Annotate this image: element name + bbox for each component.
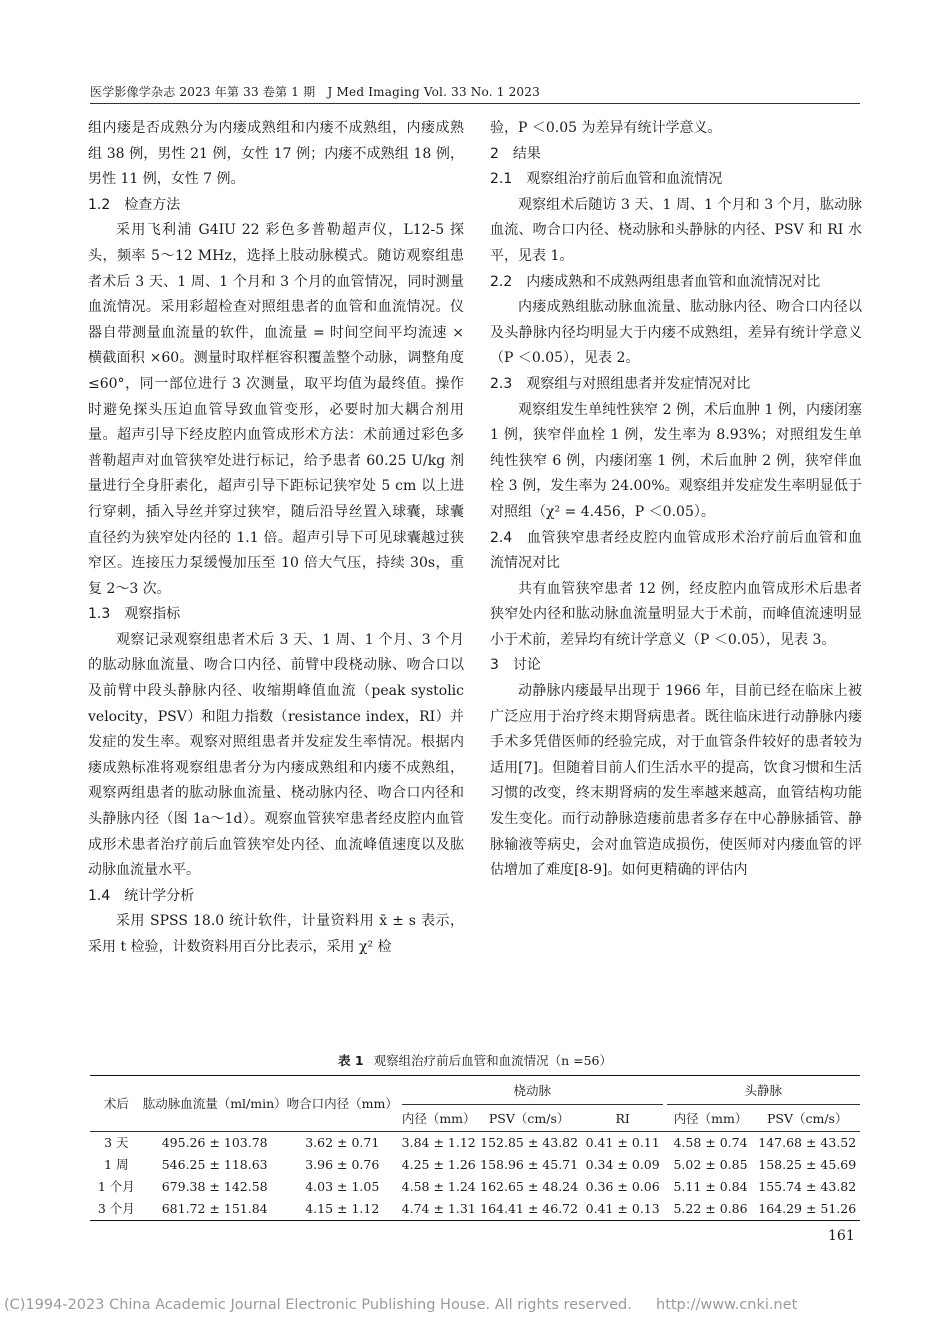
section-title: 观察组与对照组患者并发症情况对比 [526, 375, 751, 392]
section-title: 讨论 [512, 657, 541, 674]
section-number: 2.3 [490, 375, 513, 392]
body-paragraph: 观察记录观察组患者术后 3 天、1 周、1 个月、3 个月的肱动脉血流量、吻合口内径、前臂中段桡动脉、吻合口以及前臂中段头静脉内径、收缩期峰值血流（peak systolic velocity，PSV）和阻力指数（resistance index，RI）并发症的发生率。观察对照组患者并发症发生率情况。根据内瘘成熟标准将观察组患者分为内瘘成熟组和内瘘不成熟组，观察两组患者的肱动脉血流量、桡动脉内径、吻合口内径和头静脉内径（图 1a～1d）。观察血管狭窄患者经皮腔内血管成形术患者治疗前后血管狭窄处内径、血流峰值速度以及肱动脉血流量水平。 [88, 631, 464, 879]
cell-radial-diameter: 4.25 ± 1.26 [401, 1157, 476, 1172]
cell-anastomosis: 3.62 ± 0.71 [305, 1135, 380, 1150]
cell-radial-diameter: 4.74 ± 1.31 [402, 1198, 476, 1221]
cell-radial-psv: 152.85 ± 43.82 [480, 1135, 579, 1150]
cell-cephalic-psv: 158.25 ± 45.69 [758, 1157, 857, 1172]
group-header-cephalic-vein: 头静脉 [667, 1076, 860, 1105]
cell-radial-ri: 0.41 ± 0.11 [585, 1135, 660, 1150]
left-column [88, 116, 464, 961]
section-title: 观察组治疗前后血管和血流情况 [526, 171, 723, 188]
body-paragraph: 共有血管狭窄患者 12 例，经皮腔内血管成形术后患者狭窄处内径和肱动脉血流量明显大于术前，而峰值流速明显小于术前，差异均有统计学意义（P ＜0.05），见表 3。 [490, 580, 862, 648]
cell-radial-diameter: 3.84 ± 1.12 [401, 1135, 476, 1150]
section-title: 内瘘成熟和不成熟两组患者血管和血流情况对比 [526, 273, 821, 290]
cell-radial-ri: 0.34 ± 0.09 [585, 1157, 660, 1172]
table-row [90, 1176, 860, 1198]
col-header-cephalic-diameter: 内径（mm） [667, 1105, 755, 1132]
cell-cephalic-psv: 147.68 ± 43.52 [758, 1135, 857, 1150]
data-table [90, 1075, 860, 1221]
cell-brachial-flow: 546.25 ± 118.63 [161, 1157, 268, 1172]
col-header-brachial-flow: 肱动脉血流量（ml/min） [143, 1076, 287, 1132]
section-title: 统计学分析 [124, 887, 195, 904]
section-number: 1.2 [88, 196, 111, 213]
cell-cephalic-diameter: 5.22 ± 0.86 [667, 1198, 755, 1221]
cell-cephalic-diameter: 5.11 ± 0.84 [673, 1179, 748, 1194]
section-number: 1.3 [88, 606, 111, 623]
section-heading [88, 193, 464, 219]
col-header-radial-ri: RI [583, 1105, 663, 1132]
body-paragraph: 采用飞利浦 G4IU 22 彩色多普勒超声仪，L12-5 探头，频率 5～12 MHz，选择上肢动脉模式。随访观察组患者术后 3 天、1 周、1 个月和 3 个月的血管情况，同时测量血流情况。采用彩超检查对照组患者的血管和血流情况。仪器自带测量血流量的软件，血流量 = 时间空间平均流速 × 横截面积 ×60。测量时取样框容积覆盖整个动脉，调整角度 ≤60°，同一部位进行 3 次测量，取平均值为最终值。操作时避免探头压迫血管导致血管变形，必要时加大耦合剂用量。超声引导下经皮腔内血管成形术方法：术前通过彩色多普勒超声对血管狭窄处进行标记，给予患者 60.25 U/kg 剂量进行全身肝素化，超声引导下距标记狭窄处 5 cm 以上进行穿刺，插入导丝并穿过狭窄，随后沿导丝置入球囊，球囊直径约为狭窄处内径的 1.1 倍。超声引导下可见球囊越过狭窄区。连接压力泵缓慢加压至 10 倍大气压，持续 30s，重复 2～3 次。 [88, 222, 464, 597]
section-title: 结果 [512, 145, 541, 162]
section-heading [490, 270, 862, 296]
table-row [90, 1132, 860, 1155]
section-heading [88, 884, 464, 910]
cell-radial-psv: 164.41 ± 46.72 [476, 1198, 583, 1221]
section-title: 检查方法 [124, 196, 181, 213]
section-heading [88, 602, 464, 628]
right-column [490, 116, 862, 884]
section-heading [490, 653, 862, 679]
col-header-cephalic-psv: PSV（cm/s） [754, 1105, 860, 1132]
section-number: 2.1 [490, 171, 513, 188]
cell-radial-psv: 158.96 ± 45.71 [480, 1157, 579, 1172]
cell-time: 1 周 [104, 1157, 129, 1172]
section-number: 2 [490, 145, 499, 162]
cell-cephalic-diameter: 5.02 ± 0.85 [673, 1157, 748, 1172]
section-heading [490, 372, 862, 398]
section-number: 2.4 [490, 529, 513, 546]
group-header-radial-artery: 桡动脉 [402, 1076, 663, 1105]
col-header-radial-psv: PSV（cm/s） [476, 1105, 583, 1132]
body-paragraph: 组内瘘是否成熟分为内瘘成熟组和内瘘不成熟组，内瘘成熟组 38 例，男性 21 例，女性 17 例；内瘘不成熟组 18 例，男性 11 例，女性 7 例。 [88, 120, 464, 188]
table-row [90, 1154, 860, 1176]
section-title: 血管狭窄患者经皮腔内血管成形术治疗前后血管和血流情况对比 [490, 529, 862, 572]
footer-url: http://www.cnki.net [656, 1297, 798, 1313]
body-paragraph: 观察组术后随访 3 天、1 周、1 个月和 3 个月，肱动脉血流、吻合口内径、桡动脉和头静脉的内径、PSV 和 RI 水平，见表 1。 [490, 196, 862, 264]
cell-radial-psv: 162.65 ± 48.24 [480, 1179, 579, 1194]
body-paragraph: 验，P ＜0.05 为差异有统计学意义。 [490, 120, 722, 136]
table-caption-label: 表 1 [338, 1053, 364, 1068]
cell-radial-ri: 0.36 ± 0.06 [585, 1179, 660, 1194]
cell-cephalic-psv: 155.74 ± 43.82 [758, 1179, 857, 1194]
cell-time: 3 天 [104, 1135, 129, 1150]
cell-time: 3 个月 [90, 1198, 143, 1221]
running-header: 医学影像学杂志 2023 年第 33 卷第 1 期 J Med Imaging Vol. 33 No. 1 2023 [90, 85, 540, 99]
col-header-anastomosis: 吻合口内径（mm） [287, 1076, 398, 1132]
page-number: 161 [828, 1228, 855, 1244]
cell-anastomosis: 3.96 ± 0.76 [305, 1157, 380, 1172]
cell-anastomosis: 4.03 ± 1.05 [305, 1179, 380, 1194]
col-header-time: 术后 [90, 1076, 143, 1132]
section-number: 1.4 [88, 887, 111, 904]
header-rule [90, 103, 860, 104]
table-caption [0, 1051, 950, 1069]
table-row [90, 1198, 860, 1221]
cell-brachial-flow: 495.26 ± 103.78 [161, 1135, 268, 1150]
table-caption-text: 观察组治疗前后血管和血流情况（n =56） [373, 1053, 612, 1068]
section-number: 2.2 [490, 273, 513, 290]
section-title: 观察指标 [124, 606, 181, 623]
cell-cephalic-diameter: 4.58 ± 0.74 [673, 1135, 748, 1150]
cell-cephalic-psv: 164.29 ± 51.26 [754, 1198, 860, 1221]
body-paragraph: 动静脉内瘘最早出现于 1966 年，目前已经在临床上被广泛应用于治疗终末期肾病患者。既往临床进行动静脉内瘘手术多凭借医师的经验完成，对于血管条件较好的患者较为适用[7]。但随着目前人们生活水平的提高，饮食习惯和生活习惯的改变，终末期肾病的发生率越来越高，血管结构功能发生变化。而行动静脉造瘘前患者多存在中心静脉插管、静脉输液等病史，会对血管造成损伤，使医师对内瘘血管的评估增加了难度[8-9]。如何更精确的评估内 [490, 683, 862, 879]
cell-radial-diameter: 4.58 ± 1.24 [401, 1179, 476, 1194]
body-paragraph: 观察组发生单纯性狭窄 2 例，术后血肿 1 例，内瘘闭塞 1 例，狭窄伴血栓 1 例，发生率为 8.93%；对照组发生单纯性狭窄 6 例，内瘘闭塞 1 例，术后血肿 2 例，狭窄伴血栓 3 例，发生率为 24.00%。观察组并发症发生率明显低于对照组（χ² = 4.456，P ＜0.05）。 [490, 401, 862, 520]
body-paragraph: 采用 SPSS 18.0 统计软件，计量资料用 x̄ ± s 表示，采用 t 检验，计数资料用百分比表示，采用 χ² 检 [88, 913, 464, 955]
cell-brachial-flow: 679.38 ± 142.58 [161, 1179, 268, 1194]
col-header-radial-diameter: 内径（mm） [402, 1105, 476, 1132]
section-heading [490, 167, 862, 193]
cell-anastomosis: 4.15 ± 1.12 [287, 1198, 398, 1221]
cell-brachial-flow: 681.72 ± 151.84 [143, 1198, 287, 1221]
cell-time: 1 个月 [97, 1179, 135, 1194]
section-heading [490, 142, 862, 168]
section-heading [490, 526, 862, 577]
body-paragraph: 内瘘成熟组肱动脉血流量、肱动脉内径、吻合口内径以及头静脉内径均明显大于内瘘不成熟组，差异有统计学意义（P ＜0.05），见表 2。 [490, 299, 862, 367]
section-number: 3 [490, 657, 499, 674]
cell-radial-ri: 0.41 ± 0.13 [583, 1198, 663, 1221]
footer-copyright: (C)1994-2023 China Academic Journal Electronic Publishing House. All rights reserved. [4, 1297, 632, 1313]
